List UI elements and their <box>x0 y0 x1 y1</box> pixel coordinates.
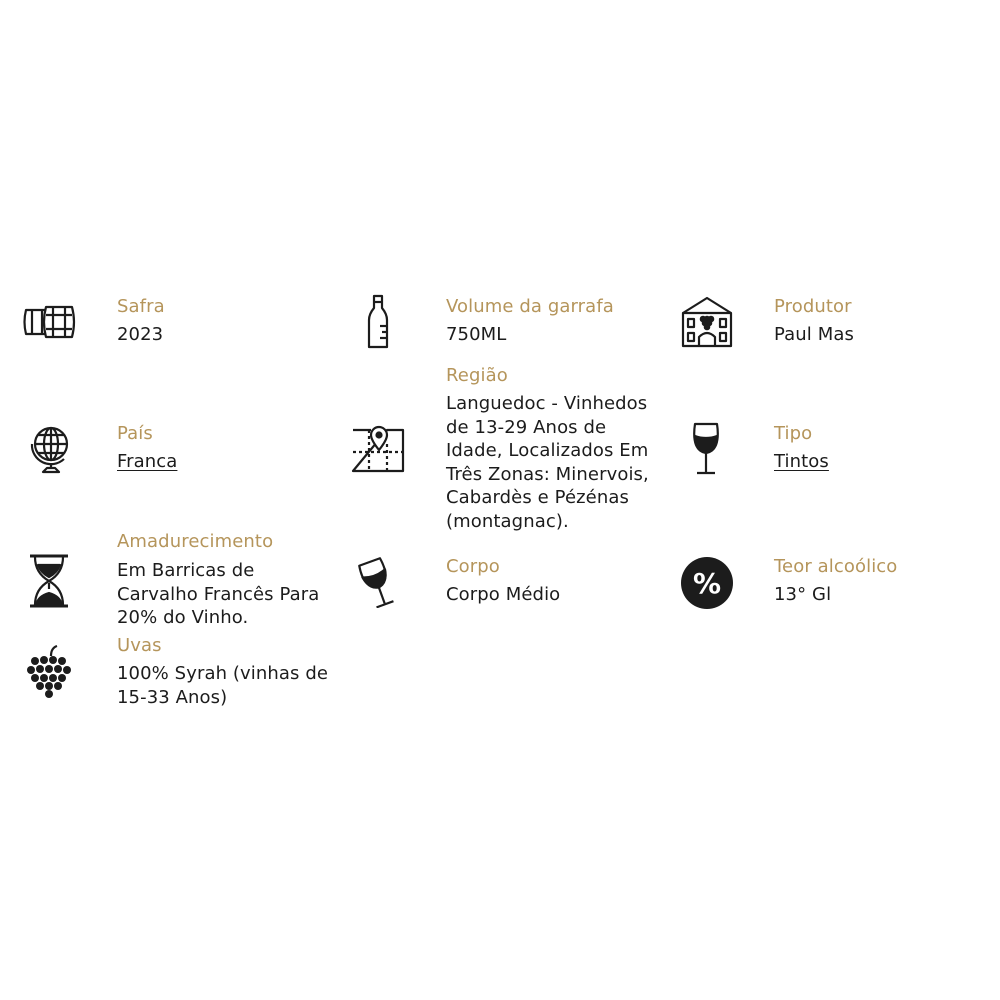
hourglass-icon <box>28 554 70 608</box>
amadurecimento-value: Em Barricas de Carvalho Francês Para 20% do Vinho. <box>117 560 320 628</box>
tipo-label: Tipo <box>774 423 813 444</box>
regiao-label: Região <box>446 365 508 386</box>
safra-label: Safra <box>117 296 165 317</box>
corpo-value: Corpo Médio <box>446 584 561 605</box>
volume-value: 750ML <box>446 324 507 345</box>
pais-link[interactable]: Franca <box>117 451 178 472</box>
volume-label: Volume da garrafa <box>446 296 614 317</box>
winery-icon <box>679 295 735 349</box>
map-pin-icon <box>351 424 405 474</box>
barrels-icon <box>22 304 78 340</box>
percent-icon <box>680 556 734 610</box>
svg-text:%: % <box>692 567 722 600</box>
uvas-value: 100% Syrah (vinhas de 15-33 Anos) <box>117 663 329 708</box>
corpo-label: Corpo <box>446 556 500 577</box>
teor-label: Teor alcoólico <box>774 556 898 577</box>
teor-value: 13° Gl <box>774 584 832 605</box>
regiao-value: Languedoc - Vinhedos de 13-29 Anos de Idade, Localizados Em Três Zonas: Minervois, Cabardès e Pézénas (montagnac). <box>446 393 649 532</box>
uvas-label: Uvas <box>117 635 162 656</box>
tilted-wine-glass-icon <box>358 556 400 608</box>
safra-value: 2023 <box>117 324 164 345</box>
wine-glass-icon <box>692 421 720 477</box>
pais-label: País <box>117 423 153 444</box>
bottle-icon <box>366 294 390 350</box>
amadurecimento-label: Amadurecimento <box>117 531 274 552</box>
produtor-label: Produtor <box>774 296 852 317</box>
globe-icon <box>28 423 74 475</box>
produtor-value: Paul Mas <box>774 324 854 345</box>
grapes-icon <box>27 644 71 700</box>
tipo-link[interactable]: Tintos <box>774 451 829 472</box>
